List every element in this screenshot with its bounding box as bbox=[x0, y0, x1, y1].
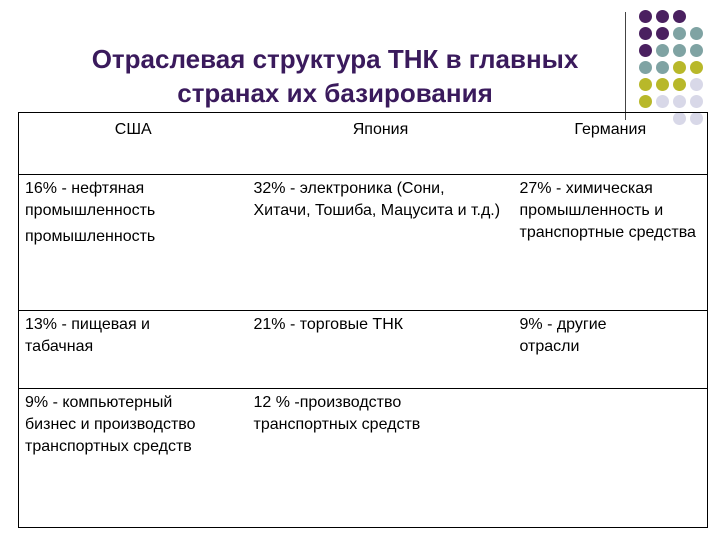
cell-text: промышленность bbox=[25, 202, 156, 219]
dot-icon bbox=[639, 78, 652, 91]
dot-icon bbox=[690, 44, 703, 57]
slide-title bbox=[40, 42, 630, 110]
header-cell bbox=[248, 113, 514, 175]
cell-text: 12 % -производство транспортных средств bbox=[253, 394, 421, 433]
header-japan: Япония bbox=[352, 121, 409, 138]
dot-icon bbox=[690, 95, 703, 108]
table-cell bbox=[19, 175, 248, 311]
tnk-industry-table bbox=[18, 112, 708, 528]
table-row bbox=[19, 311, 708, 389]
dot-icon bbox=[639, 10, 652, 23]
dot-icon bbox=[690, 61, 703, 74]
table-row bbox=[19, 175, 708, 311]
dot-icon bbox=[673, 61, 686, 74]
cell-text: 21% - торговые ТНК bbox=[253, 316, 404, 333]
dot-icon bbox=[690, 27, 703, 40]
dot-icon bbox=[656, 27, 669, 40]
table-cell bbox=[514, 175, 708, 311]
dot-icon bbox=[639, 27, 652, 40]
table-cell bbox=[19, 389, 248, 528]
dot-icon bbox=[673, 10, 686, 23]
cell-text bbox=[514, 389, 708, 391]
table-cell bbox=[514, 389, 708, 528]
table-cell bbox=[514, 311, 708, 389]
dot-icon bbox=[656, 95, 669, 108]
dot-icon bbox=[656, 61, 669, 74]
table-cell bbox=[248, 389, 514, 528]
cell-text: 9% - другие отрасли bbox=[519, 316, 607, 355]
dot-icon bbox=[656, 10, 669, 23]
cell-text: промышленность bbox=[25, 228, 156, 245]
title-line-1: Отраслевая структура ТНК в главных bbox=[91, 44, 579, 74]
dot-icon bbox=[656, 78, 669, 91]
header-usa: США bbox=[114, 121, 152, 138]
table-cell bbox=[248, 311, 514, 389]
dot-icon bbox=[639, 61, 652, 74]
title-line-2: странах их базирования bbox=[177, 78, 493, 108]
table-cell bbox=[19, 311, 248, 389]
table-row bbox=[19, 389, 708, 528]
dot-icon bbox=[656, 44, 669, 57]
dot-icon bbox=[673, 27, 686, 40]
cell-text: 32% - электроника (Сони, Хитачи, Тошиба, Мацусита и т.д.) bbox=[253, 180, 501, 219]
table-header-row bbox=[19, 113, 708, 175]
cell-text: 27% - химическая промышленность и транспортные средства bbox=[519, 180, 696, 241]
dot-icon bbox=[673, 95, 686, 108]
dot-icon bbox=[673, 44, 686, 57]
dot-icon bbox=[639, 44, 652, 57]
dot-icon bbox=[690, 78, 703, 91]
cell-text: 16% - нефтяная bbox=[25, 180, 145, 197]
header-germany: Германия bbox=[574, 121, 647, 138]
table-cell bbox=[248, 175, 514, 311]
cell-text: 9% - компьютерный бизнес и производство транспортных средств bbox=[25, 394, 196, 455]
header-cell bbox=[19, 113, 248, 175]
header-cell bbox=[514, 113, 708, 175]
dot-icon bbox=[673, 78, 686, 91]
cell-text: 13% - пищевая и табачная bbox=[25, 316, 150, 355]
dot-icon bbox=[639, 95, 652, 108]
decorative-divider bbox=[625, 12, 626, 120]
